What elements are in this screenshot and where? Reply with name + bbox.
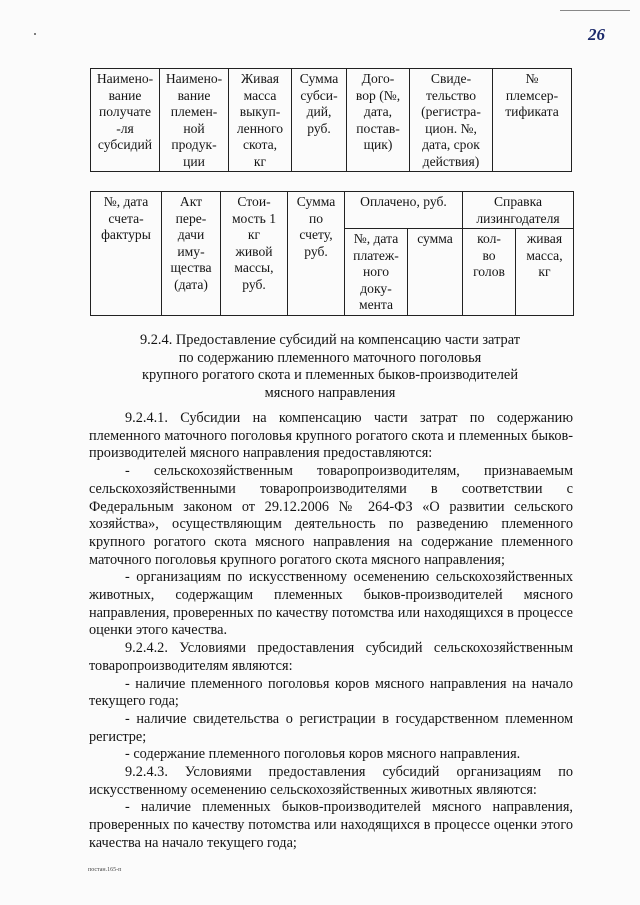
header-payment-doc: №, дата платеж- ного доку- мента: [345, 229, 408, 316]
header-certificate: Свиде- тельство (регистра- цион. №, дата, срок действия): [410, 69, 493, 172]
paragraph-9-2-4-3: 9.2.4.3. Условиями предоставления субсидий организациям по искусственному осеменению сельскохозяйственных животных являются:: [89, 764, 573, 798]
header-invoice-sum: Сумма по счету, руб.: [288, 192, 345, 316]
header-lessor-certificate: Справка лизингодателя: [463, 192, 574, 229]
header-live-weight: Живая масса выкуп- ленного скота, кг: [229, 69, 292, 172]
scan-speck: [34, 33, 36, 35]
header-subsidy-sum: Сумма субси- дий, руб.: [292, 69, 347, 172]
header-product: Наимено- вание племен- ной продук- ции: [160, 69, 229, 172]
header-act: Акт пере- дачи иму- щества (дата): [162, 192, 221, 316]
header-invoice: №, дата счета- фактуры: [91, 192, 162, 316]
table-row: [91, 69, 572, 172]
heading-line: 9.2.4. Предоставление субсидий на компенсацию части затрат: [139, 332, 521, 348]
header-head-count: кол- во голов: [463, 229, 516, 316]
paragraph-producers: - сельскохозяйственным товаропроизводителям, признаваемым сельскохозяйственными товаропроизводителями в соответствии с Федеральным законом от 29.12.2006 № 264-ФЗ «О развитии сельского хозяйства», осуществляющим деятельность по разведению племенного крупного рогатого скота мясного направления на содержание племенного маточного поголовья крупного рогатого скота мясного направления;: [89, 463, 573, 568]
table-subsidy-recipients: [90, 68, 572, 172]
paragraph-9-2-4-1: 9.2.4.1. Субсидии на компенсацию части затрат по содержанию племенного маточного поголовья крупного рогатого скота и племенных быков-производителей мясного направления предоставляются:: [89, 410, 573, 462]
header-live-mass: живая масса, кг: [516, 229, 574, 316]
header-recipient: Наимено- вание получате -ля субсидий: [91, 69, 160, 172]
paragraph-insemination-orgs: - организациям по искусственному осеменению сельскохозяйственных животных, содержащим племенных быков-производителей мясного направления, проверенных по качеству потомства или находящихся в процессе оценки этого качества.: [89, 569, 573, 639]
paragraph-condition-herd: - наличие племенного поголовья коров мясного направления на начало текущего года;: [89, 675, 573, 710]
body-text: [89, 410, 573, 853]
section-heading: [60, 332, 600, 402]
top-rule: [560, 10, 630, 11]
header-paid: Оплачено, руб.: [345, 192, 463, 229]
header-contract: Дого- вор (№, дата, постав- щик): [347, 69, 410, 172]
paragraph-9-2-4-2: 9.2.4.2. Условиями предоставления субсидий сельскохозяйственным товаропроизводителям являются:: [89, 640, 573, 674]
table-row: [91, 192, 574, 229]
heading-line: по содержанию племенного маточного поголовья: [178, 349, 482, 366]
heading-line: мясного направления: [264, 384, 396, 401]
header-paid-sum: сумма: [408, 229, 463, 316]
table-invoices: [90, 191, 574, 316]
footer-code: постан.165-п: [88, 867, 122, 873]
header-cost-per-kg: Стои- мость 1 кг живой массы, руб.: [221, 192, 288, 316]
heading-line: крупного рогатого скота и племенных быков-производителей: [141, 367, 519, 383]
header-breeding-cert: № племсер- тификата: [493, 69, 572, 172]
page-number: 26: [588, 25, 605, 44]
paragraph-condition-bulls: - наличие племенных быков-производителей мясного направления, проверенных по качеству потомства или находящихся в процессе оценки этого качества на начало текущего года;: [89, 799, 573, 851]
paragraph-condition-registry: - наличие свидетельства о регистрации в государственном племенном регистре;: [89, 710, 573, 745]
paragraph-condition-maintenance: - содержание племенного поголовья коров мясного направления.: [125, 746, 521, 763]
